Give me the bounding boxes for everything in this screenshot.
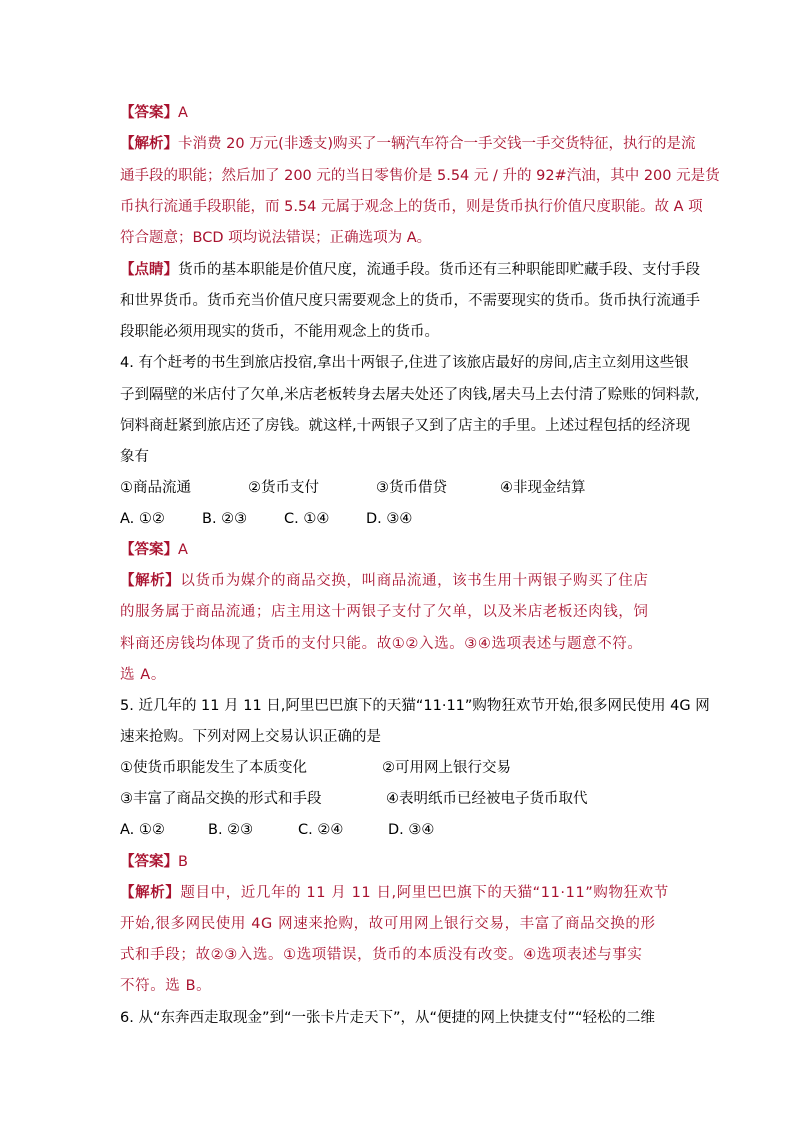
statement: ①使货币职能发生了本质变化 bbox=[120, 760, 307, 776]
statement: ②货币支付 bbox=[248, 480, 319, 496]
question-4-statements bbox=[120, 478, 690, 498]
answer-tag: 【答案】 bbox=[120, 542, 178, 558]
point-text: 货币的基本职能是价值尺度，流通手段。货币还有三种职能即贮藏手段、支付手段 bbox=[178, 262, 700, 278]
analysis-tag: 【解析】 bbox=[120, 885, 181, 901]
choice: C. ①④ bbox=[284, 511, 330, 527]
point-1-line-3: 段职能必须用现实的货币，不能用观念上的货币。 bbox=[120, 324, 439, 340]
answer-tag: 【答案】 bbox=[120, 854, 178, 870]
choice: B. ②③ bbox=[202, 511, 248, 527]
answer-tag: 【答案】 bbox=[120, 105, 178, 121]
question-4-line-1: 4. 有个赶考的书生到旅店投宿,拿出十两银子,住进了该旅店最好的房间,店主立刻用这些银 bbox=[120, 355, 689, 371]
analysis-tag: 【解析】 bbox=[120, 573, 181, 589]
point-1-line-1 bbox=[120, 260, 700, 280]
choice: A. ①② bbox=[120, 822, 165, 838]
analysis-tag: 【解析】 bbox=[120, 136, 178, 152]
choice: D. ③④ bbox=[388, 822, 435, 838]
analysis-4-line-1 bbox=[120, 571, 690, 591]
statement: ②可用网上银行交易 bbox=[382, 760, 511, 776]
answer-5 bbox=[120, 852, 690, 872]
point-1-line-2: 和世界货币。货币充当价值尺度只需要观念上的货币，不需要现实的货币。货币执行流通手 bbox=[120, 293, 700, 309]
analysis-4-line-4: 选 A。 bbox=[120, 667, 166, 683]
question-4-line-3: 饲料商赶紧到旅店还了房钱。就这样,十两银子又到了店主的手里。上述过程包括的经济现 bbox=[120, 418, 691, 434]
analysis-4-line-3: 料商还房钱均体现了货币的支付只能。故①②入选。③④选项表述与题意不符。 bbox=[120, 636, 643, 652]
question-4-line-2: 子到隔壁的米店付了欠单,米店老板转身去屠夫处还了肉钱,屠夫马上去付清了赊账的饲料款, bbox=[120, 387, 700, 403]
analysis-4-line-2: 的服务属于商品流通；店主用这十两银子支付了欠单，以及米店老板还肉钱，饲 bbox=[120, 604, 649, 620]
statement: ①商品流通 bbox=[120, 480, 191, 496]
answer-4 bbox=[120, 540, 690, 560]
analysis-1-line-2: 通手段的职能；然后加了 200 元的当日零售价是 5.54 元 / 升的 92#汽油，其中 200 元是货 bbox=[120, 168, 720, 184]
analysis-5-line-2: 开始,很多网民使用 4G 网速来抢购，故可用网上银行交易，丰富了商品交换的形 bbox=[120, 916, 656, 932]
question-5-choices bbox=[120, 820, 690, 840]
analysis-text: 题目中，近几年的 11 月 11 日,阿里巴巴旗下的天猫“11·11”购物狂欢节 bbox=[180, 885, 669, 901]
answer-value: A bbox=[178, 105, 188, 121]
choice: D. ③④ bbox=[366, 511, 413, 527]
answer-value: B bbox=[178, 854, 188, 870]
analysis-1-line-4: 符合题意；BCD 项均说法错误；正确选项为 A。 bbox=[120, 230, 432, 246]
statement: ③丰富了商品交换的形式和手段 bbox=[120, 791, 322, 807]
question-4-line-4: 象有 bbox=[120, 449, 149, 465]
question-5-line-2: 速来抢购。下列对网上交易认识正确的是 bbox=[120, 729, 381, 745]
analysis-5-line-3: 式和手段；故②③入选。①选项错误，货币的本质没有改变。④选项表述与事实 bbox=[120, 947, 643, 963]
analysis-5-line-4: 不符。选 B。 bbox=[120, 978, 212, 994]
analysis-text: 卡消费 20 万元(非透支)购买了一辆汽车符合一手交钱一手交货特征，执行的是流 bbox=[178, 136, 696, 152]
analysis-5-line-1 bbox=[120, 883, 690, 903]
question-5-statements-row-2 bbox=[120, 789, 690, 809]
answer-1 bbox=[120, 103, 690, 123]
statement: ④表明纸币已经被电子货币取代 bbox=[386, 791, 588, 807]
point-tag: 【点睛】 bbox=[120, 262, 178, 278]
analysis-text: 以货币为媒介的商品交换，叫商品流通，该书生用十两银子购买了住店 bbox=[180, 573, 649, 589]
statement: ④非现金结算 bbox=[500, 480, 586, 496]
analysis-1-line-1 bbox=[120, 134, 696, 154]
question-4-choices bbox=[120, 509, 690, 529]
analysis-1-line-3: 币执行流通手段职能，而 5.54 元属于观念上的货币，则是货币执行价值尺度职能。故 A 项 bbox=[120, 199, 703, 215]
question-5-statements-row-1 bbox=[120, 758, 690, 778]
choice: C. ②④ bbox=[298, 822, 344, 838]
choice: A. ①② bbox=[120, 511, 165, 527]
question-5-line-1: 5. 近几年的 11 月 11 日,阿里巴巴旗下的天猫“11·11”购物狂欢节开始,很多网民使用 4G 网 bbox=[120, 698, 710, 714]
statement: ③货币借贷 bbox=[376, 480, 447, 496]
answer-value: A bbox=[178, 542, 188, 558]
question-6-line-1: 6. 从“东奔西走取现金”到“一张卡片走天下”，从“便捷的网上快捷支付”“轻松的二维 bbox=[120, 1010, 656, 1026]
choice: B. ②③ bbox=[208, 822, 254, 838]
